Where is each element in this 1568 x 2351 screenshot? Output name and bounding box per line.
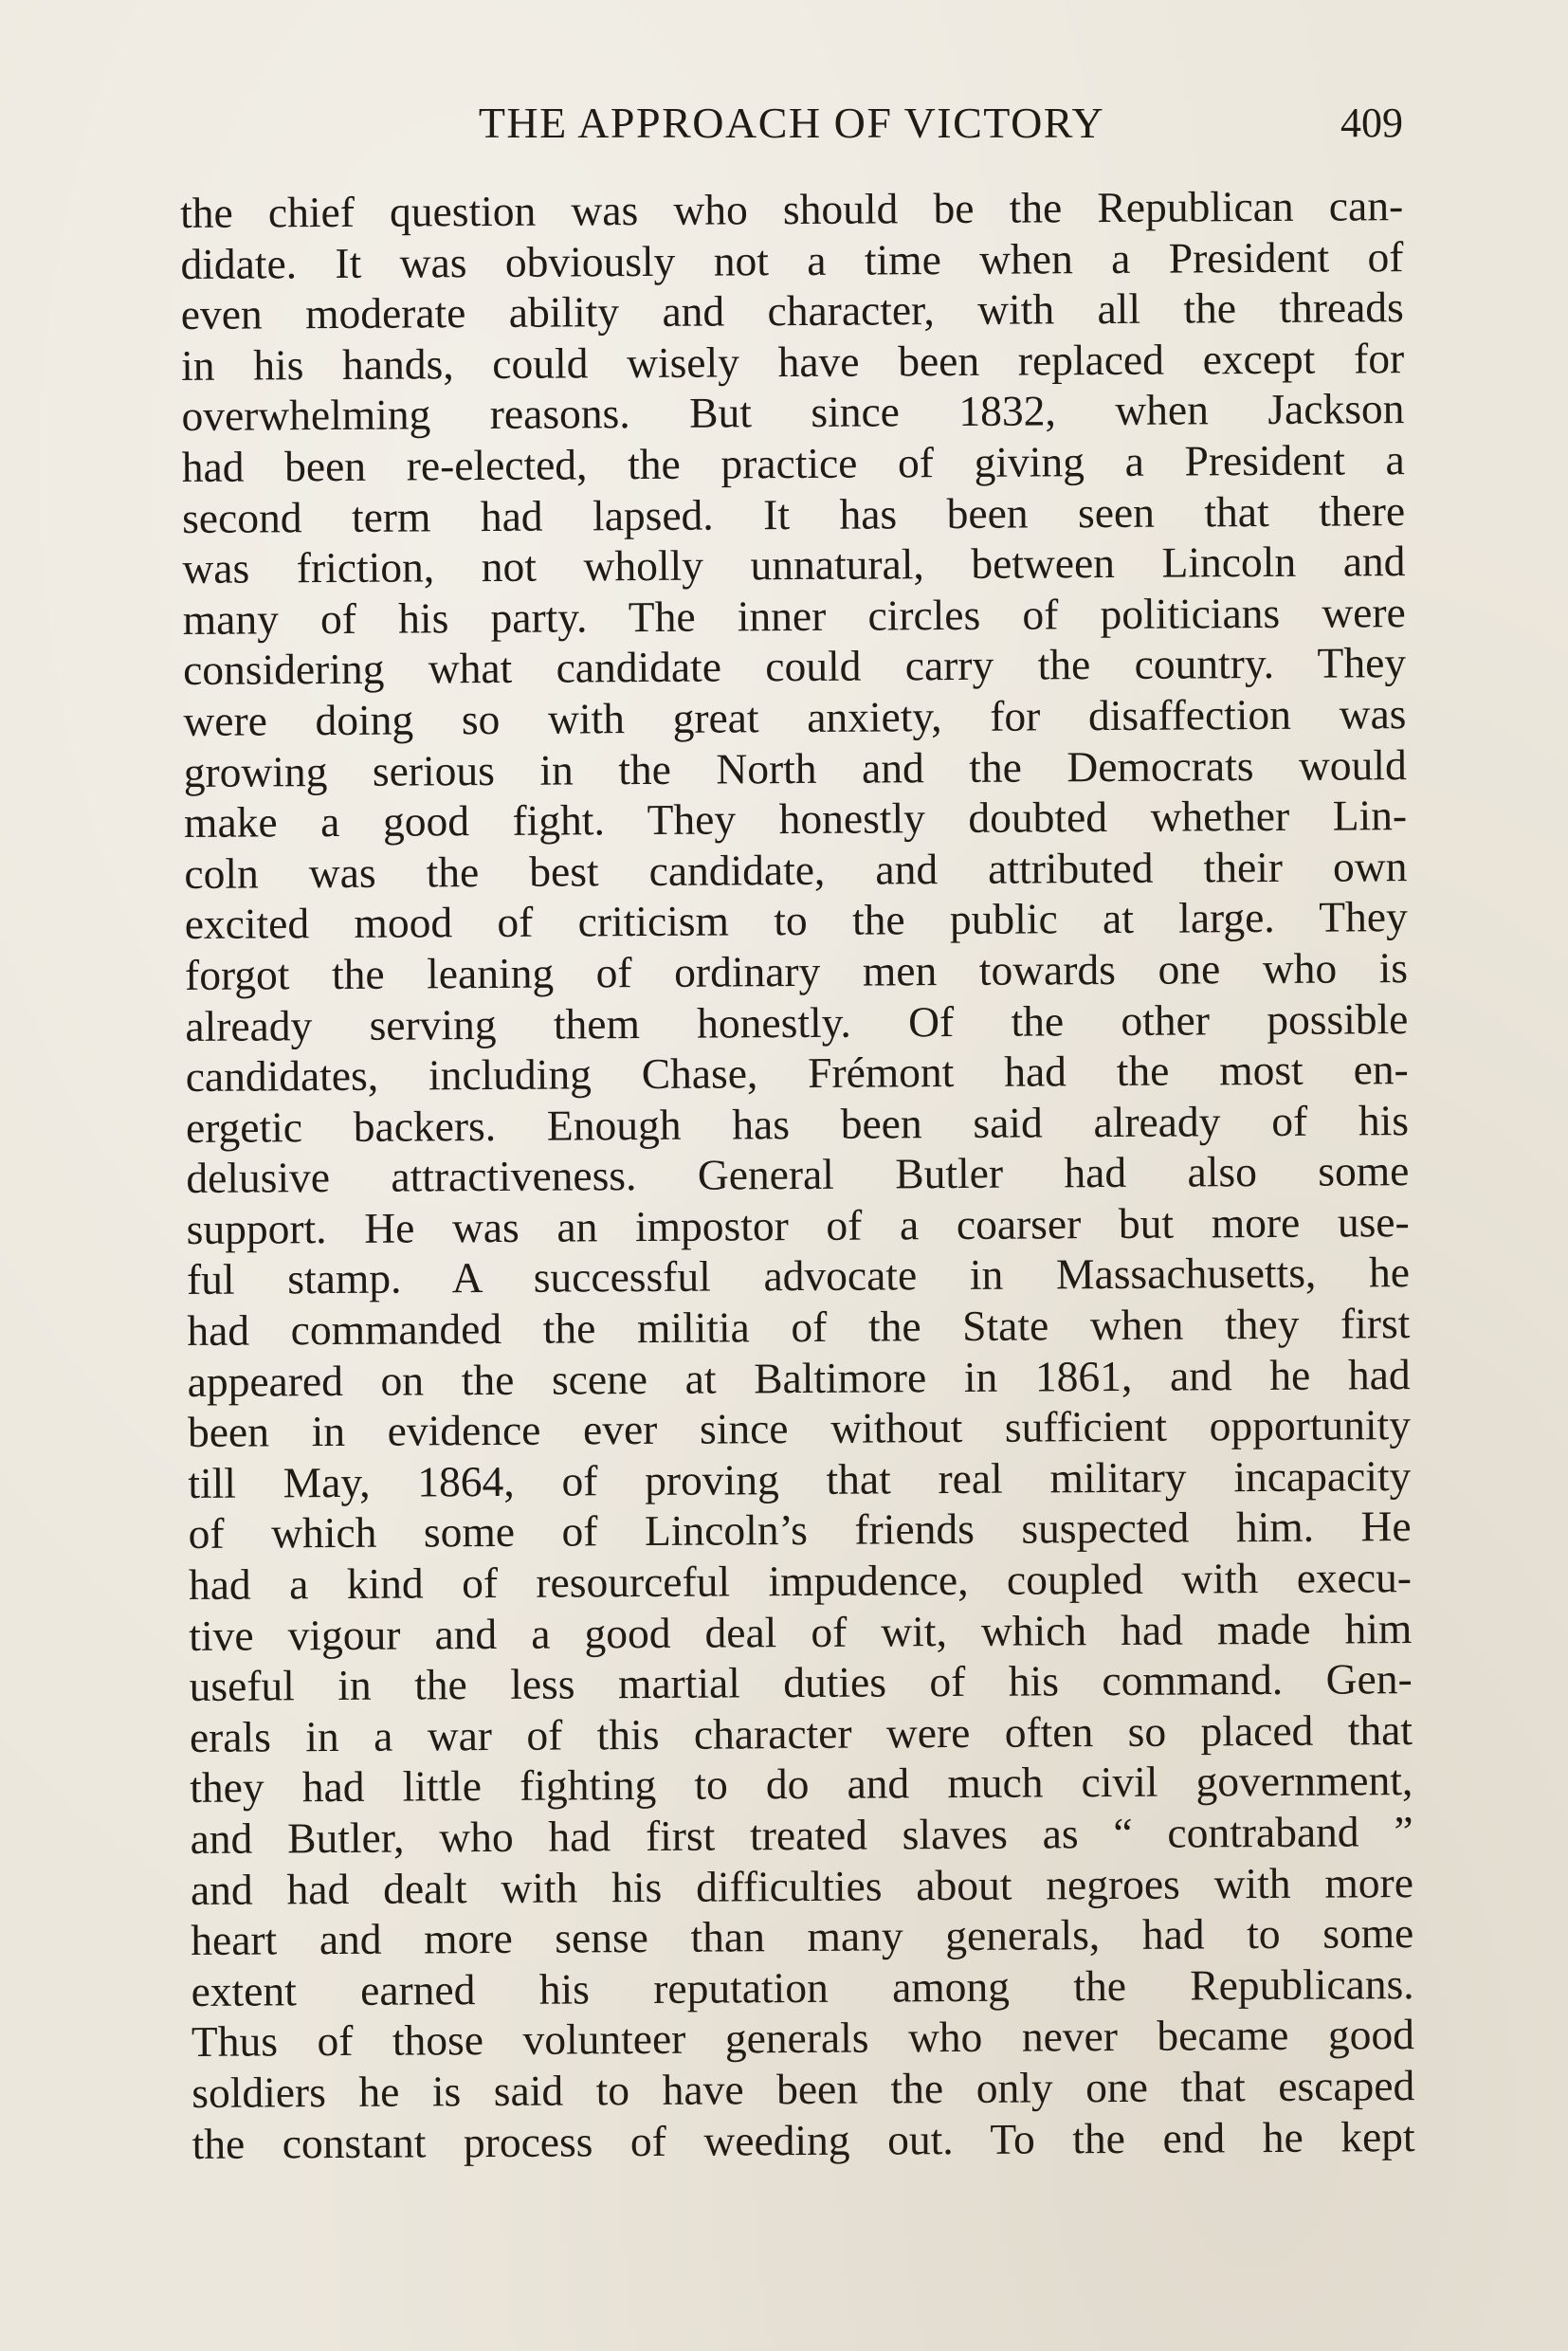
text-line: the chief question was who should be the Republican can- [180, 181, 1404, 237]
text-line: the constant process of weeding out. To the end he kept [191, 2111, 1415, 2168]
text-line: Thus of those volunteer generals who never became good [191, 2010, 1415, 2067]
text-line: many of his party. The inner circles of politicians were [182, 587, 1406, 644]
text-line: till May, 1864, of proving that real military incapacity [188, 1450, 1412, 1507]
text-line: ergetic backers. Enough has been said already of his [185, 1095, 1410, 1152]
text-line: had been re-elected, the practice of giving a President a [181, 435, 1405, 491]
text-line: second term had lapsed. It has been seen that there [181, 485, 1406, 542]
text-line: erals in a war of this character were often so placed that [189, 1704, 1413, 1761]
text-line: soldiers he is said to have been the only one that escaped [191, 2061, 1415, 2117]
text-line: been in evidence ever since without sufficient opportunity [187, 1400, 1412, 1457]
page-number: 409 [1340, 100, 1403, 146]
body-text [180, 180, 1415, 2169]
text-line: in his hands, could wisely have been replaced except for [180, 333, 1405, 390]
text-line: growing serious in the North and the Democrats would [183, 739, 1407, 796]
text-line: and Butler, who had first treated slaves as “ contraband ” [190, 1807, 1413, 1863]
text-line: extent earned his reputation among the Republicans. [191, 1959, 1414, 2015]
text-line: tive vigour and a good deal of wit, which had made him [189, 1603, 1413, 1660]
text-line: useful in the less martial duties of his command. Gen- [189, 1654, 1413, 1711]
text-line: was friction, not wholly unnatural, between Lincoln and [182, 537, 1406, 593]
text-line: delusive attractiveness. General Butler had also some [186, 1146, 1410, 1203]
text-line: of which some of Lincoln’s friends suspected him. He [188, 1502, 1412, 1558]
text-line: had a kind of resourceful impudence, coupled with execu- [188, 1553, 1413, 1610]
text-line: ful stamp. A successful advocate in Massachusetts, he [186, 1248, 1411, 1304]
text-line: and had dealt with his difficulties about negroes with more [190, 1857, 1414, 1914]
running-title: THE APPROACH OF VICTORY [478, 99, 1105, 147]
running-head [180, 95, 1403, 152]
text-line: support. He was an impostor of a coarser but more use- [186, 1196, 1410, 1253]
text-line: make a good fight. They honestly doubted whether Lin- [183, 791, 1408, 847]
text-line: heart and more sense than many generals, had to some [191, 1908, 1414, 1965]
text-line: even moderate ability and character, with all the threads [180, 282, 1404, 339]
text-line: already serving them honestly. Of the other possible [185, 993, 1409, 1050]
text-line: excited mood of criticism to the public at large. They [184, 892, 1408, 949]
text-line: candidates, including Chase, Frémont had the most en- [185, 1045, 1409, 1102]
text-line: were doing so with great anxiety, for disaffection was [183, 689, 1407, 745]
text-line: they had little fighting to do and much civil government, [190, 1756, 1413, 1813]
text-line: considering what candidate could carry the country. They [182, 638, 1407, 695]
text-line: forgot the leaning of ordinary men towards one who is [184, 943, 1409, 999]
text-line: didate. It was obviously not a time when a President of [180, 231, 1404, 288]
text-line: had commanded the militia of the State when they first [187, 1299, 1411, 1356]
text-line: overwhelming reasons. But since 1832, when Jackson [181, 384, 1405, 441]
text-line: coln was the best candidate, and attributed their own [184, 841, 1408, 898]
text-line: appeared on the scene at Baltimore in 1861, and he had [187, 1349, 1411, 1406]
